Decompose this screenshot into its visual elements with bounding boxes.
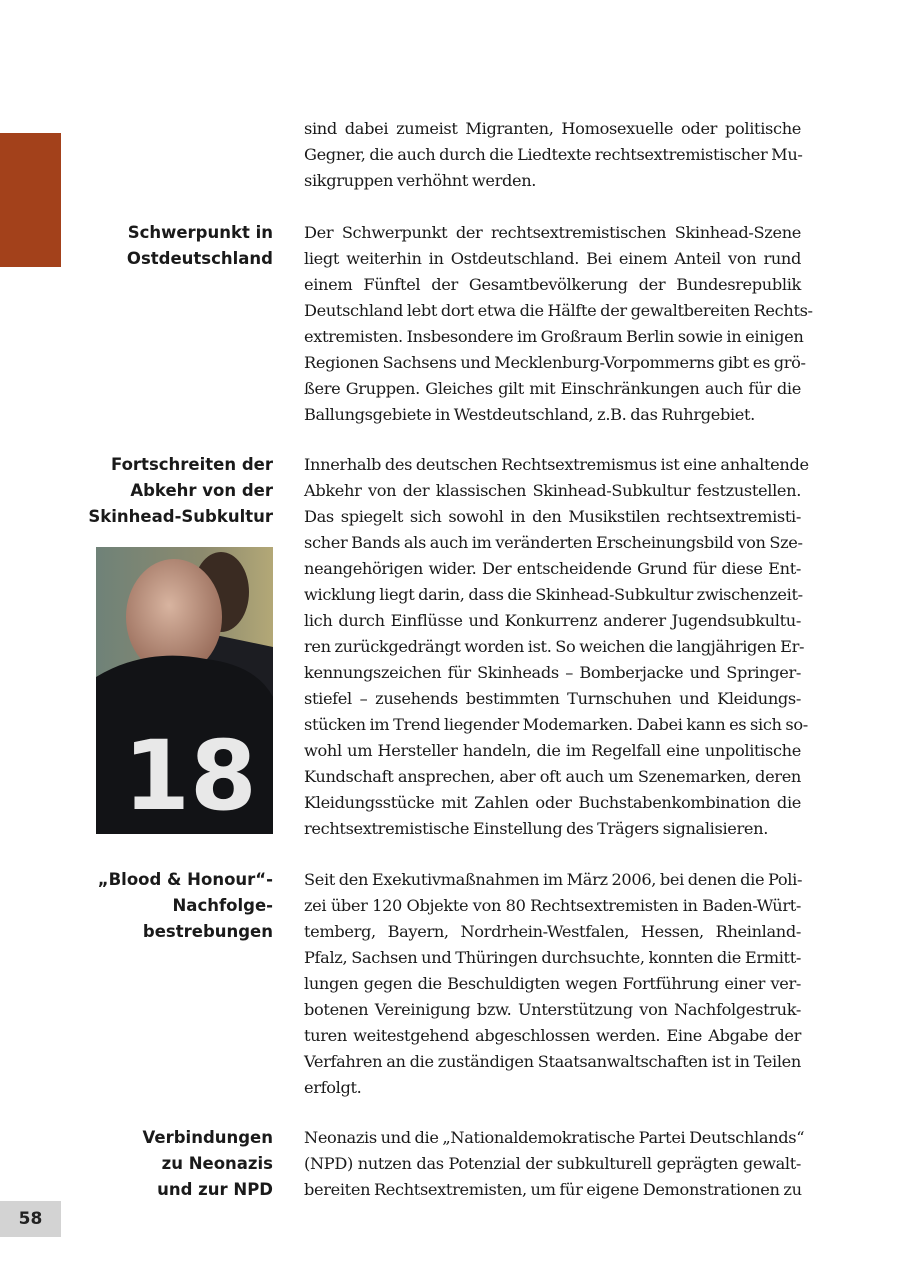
- heading-line: Abkehr von der: [130, 481, 273, 500]
- text-line: lich durch Einflüsse und Konkurrenz anderer Jugendsubkultu-: [304, 611, 801, 630]
- text-line: einem Fünftel der Gesamtbevölkerung der Bundesrepublik: [304, 275, 801, 294]
- body-paragraph: [304, 220, 813, 428]
- text-line: zei über 120 Objekte von 80 Rechtsextremisten in Baden-Würt-: [304, 896, 801, 915]
- text-line: Pfalz, Sachsen und Thüringen durchsuchte, konnten die Ermitt-: [304, 948, 801, 967]
- text-line: lungen gegen die Beschuldigten wegen Fortführung einer ver-: [304, 974, 801, 993]
- page-number: 58: [0, 1201, 61, 1237]
- text-line: (NPD) nutzen das Potenzial der subkulturell geprägten gewalt-: [304, 1154, 801, 1173]
- text-line: Das spiegelt sich sowohl in den Musikstilen rechtsextremisti-: [304, 507, 801, 526]
- text-line: Gegner, die auch durch die Liedtexte rechtsextremistischer Mu-: [304, 145, 803, 164]
- text-line: bereiten Rechtsextremisten, um für eigene Demonstrationen zu: [304, 1180, 802, 1199]
- text-line: sikgruppen verhöhnt werden.: [304, 171, 537, 190]
- text-line: erfolgt.: [304, 1078, 362, 1097]
- text-line: liegt weiterhin in Ostdeutschland. Bei einem Anteil von rund: [304, 249, 801, 268]
- text-line: Deutschland lebt dort etwa die Hälfte der gewaltbereiten Rechts-: [304, 301, 813, 320]
- text-line: kennungszeichen für Skinheads – Bomberjacke und Springer-: [304, 663, 801, 682]
- heading-line: Schwerpunkt in: [127, 223, 273, 242]
- text-line: Regionen Sachsens und Mecklenburg-Vorpommerns gibt es grö-: [304, 353, 806, 372]
- heading-line: Verbindungen: [142, 1128, 273, 1147]
- text-line: extremisten. Insbesondere im Großraum Berlin sowie in einigen: [304, 327, 804, 346]
- heading-line: zu Neonazis: [161, 1154, 273, 1173]
- margin-heading: [127, 220, 273, 272]
- text-line: ßere Gruppen. Gleiches gilt mit Einschränkungen auch für die: [304, 379, 801, 398]
- text-line: Der Schwerpunkt der rechtsextremistischen Skinhead-Szene: [304, 223, 801, 242]
- text-line: Innerhalb des deutschen Rechtsextremismus ist eine anhaltende: [304, 455, 809, 474]
- text-line: wohl um Hersteller handeln, die im Regelfall eine unpolitische: [304, 741, 801, 760]
- text-line: temberg, Bayern, Nordrhein-Westfalen, Hessen, Rheinland-: [304, 922, 801, 941]
- body-paragraph: [304, 116, 801, 194]
- text-line: neangehörigen wider. Der entscheidende Grund für diese Ent-: [304, 559, 801, 578]
- body-paragraph: [304, 867, 801, 1101]
- margin-heading: [143, 1125, 273, 1203]
- heading-line: und zur NPD: [157, 1180, 273, 1199]
- margin-heading: [88, 452, 273, 530]
- text-line: botenen Vereinigung bzw. Unterstützung von Nachfolgestruk-: [304, 1000, 801, 1019]
- body-paragraph: [304, 1125, 805, 1203]
- text-line: Seit den Exekutivmaßnahmen im März 2006, bei denen die Poli-: [304, 870, 803, 889]
- heading-line: „Blood & Honour“-: [97, 870, 273, 889]
- heading-line: Skinhead-Subkultur: [88, 507, 273, 526]
- text-line: rechtsextremistische Einstellung des Trägers signalisieren.: [304, 819, 769, 838]
- margin-heading: [98, 867, 273, 945]
- heading-line: Nachfolge-: [172, 896, 273, 915]
- text-line: Verfahren an die zuständigen Staatsanwaltschaften ist in Teilen: [304, 1052, 801, 1071]
- heading-line: Ostdeutschland: [126, 249, 273, 268]
- text-line: Kleidungsstücke mit Zahlen oder Buchstabenkombination die: [304, 793, 801, 812]
- jersey-number: 18: [123, 720, 257, 832]
- text-line: Abkehr von der klassischen Skinhead-Subkultur festzustellen.: [304, 481, 801, 500]
- text-line: stiefel – zusehends bestimmten Turnschuhen und Kleidungs-: [304, 689, 801, 708]
- body-paragraph: [304, 452, 809, 842]
- text-line: Kundschaft ansprechen, aber oft auch um Szenemarken, deren: [304, 767, 801, 786]
- text-line: scher Bands als auch im veränderten Erscheinungsbild von Sze-: [304, 533, 803, 552]
- chapter-color-tab: [0, 133, 61, 267]
- heading-line: bestrebungen: [142, 922, 273, 941]
- text-line: Neonazis und die „Nationaldemokratische Partei Deutschlands“: [304, 1128, 805, 1147]
- text-line: Ballungsgebiete in Westdeutschland, z.B. das Ruhrgebiet.: [304, 405, 755, 424]
- text-line: ren zurückgedrängt worden ist. So weichen die langjährigen Er-: [304, 637, 805, 656]
- text-line: sind dabei zumeist Migranten, Homosexuelle oder politische: [304, 119, 801, 138]
- heading-line: Fortschreiten der: [110, 455, 273, 474]
- text-line: stücken im Trend liegender Modemarken. Dabei kann es sich so-: [304, 715, 808, 734]
- text-line: turen weitestgehend abgeschlossen werden. Eine Abgabe der: [304, 1026, 801, 1045]
- text-line: wicklung liegt darin, dass die Skinhead-Subkultur zwischenzeit-: [304, 585, 803, 604]
- skinhead-photo: [96, 547, 273, 834]
